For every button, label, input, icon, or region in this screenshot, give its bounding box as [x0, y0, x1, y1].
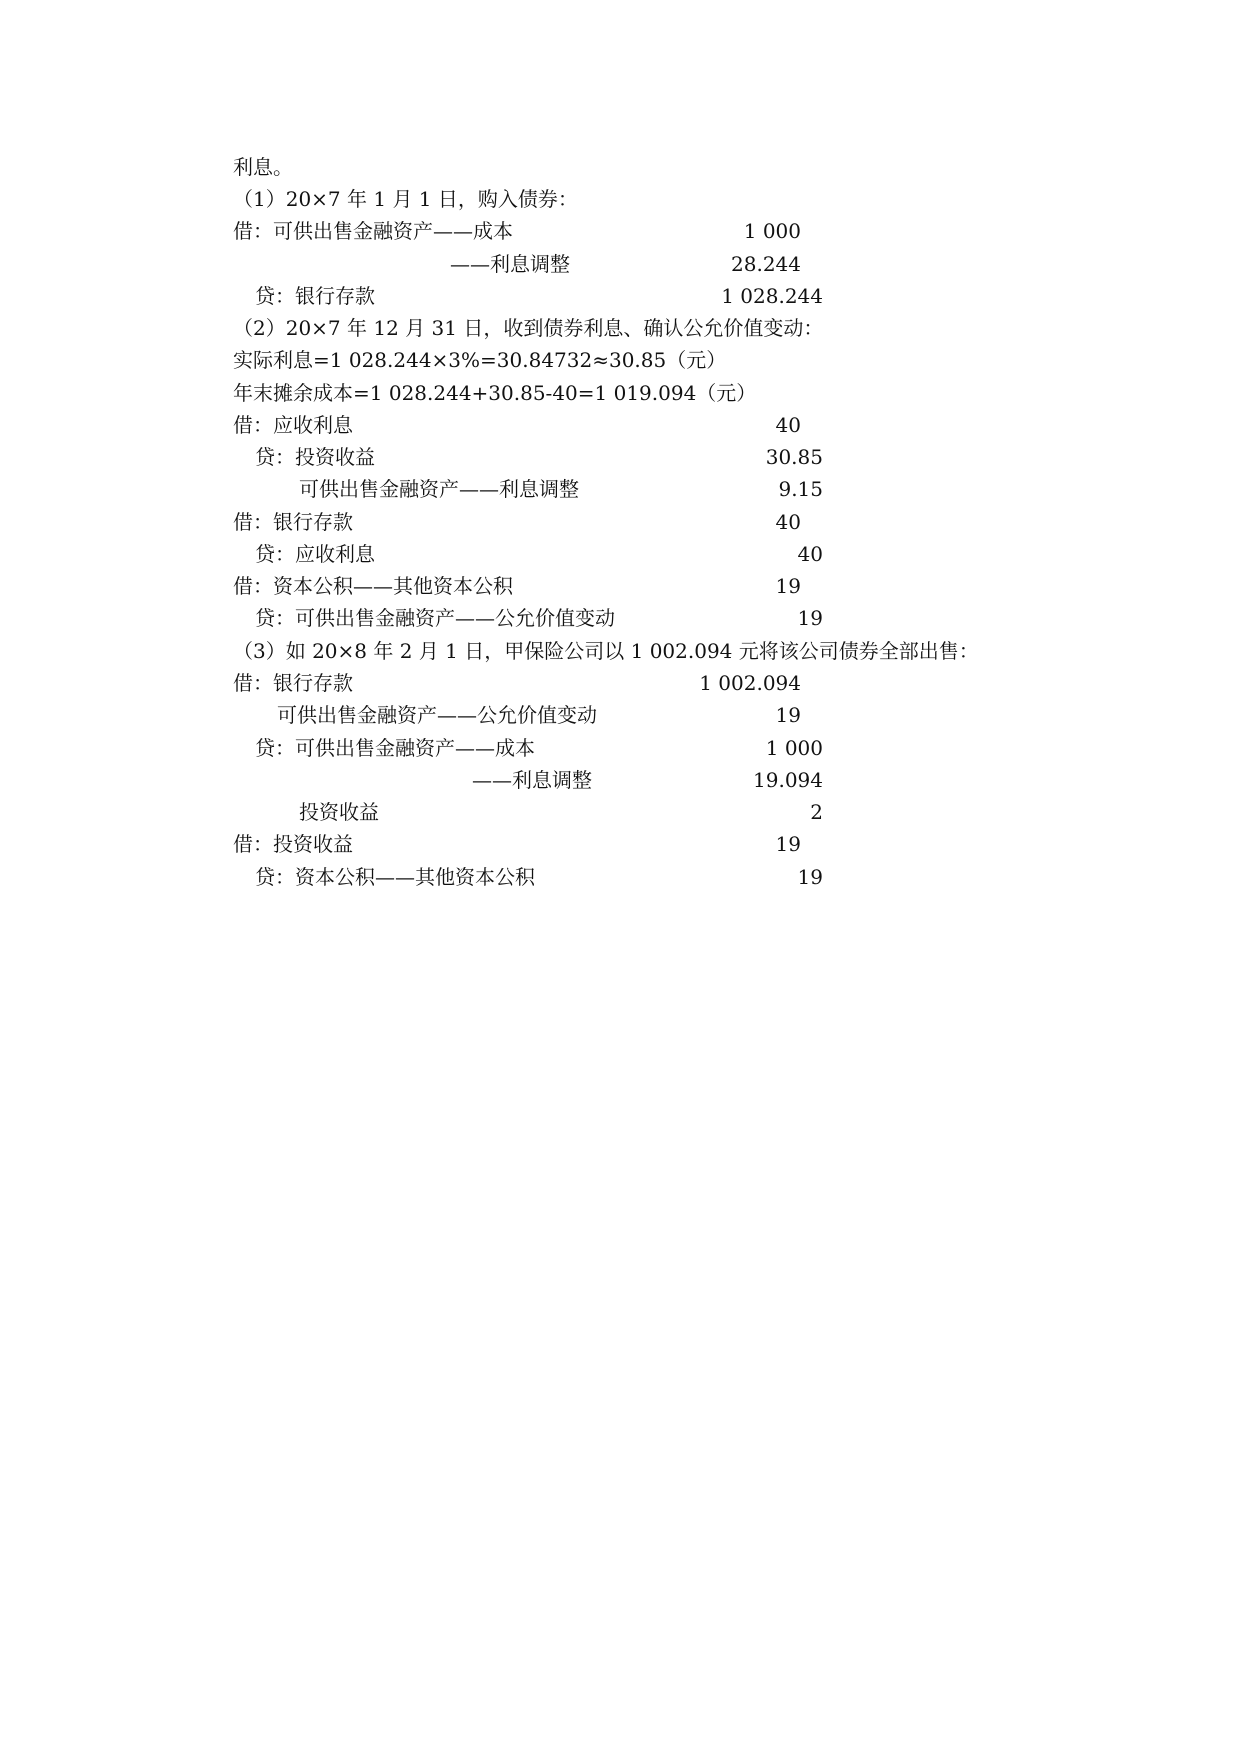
- entry-account: 投资收益: [299, 800, 379, 824]
- entry-account: ——利息调整: [472, 768, 592, 792]
- text-line: （2）20×7 年 12 月 31 日，收到债券利息、确认公允价值变动：: [233, 316, 824, 340]
- entry-amount: 19: [775, 703, 801, 727]
- entry-amount: 2: [810, 800, 823, 824]
- entry-amount: 19: [775, 832, 801, 856]
- text-line: （3）如 20×8 年 2 月 1 日，甲保险公司以 1 002.094 元将该公司债券全部出售：: [233, 639, 979, 663]
- text-line: 年末摊余成本=1 028.244+30.85-40=1 019.094（元）: [233, 381, 757, 405]
- entry-amount: 40: [775, 413, 801, 437]
- entry-amount: 1 000: [743, 219, 801, 243]
- entry-account: 借：资本公积——其他资本公积: [233, 574, 513, 598]
- entry-amount: 19: [797, 865, 823, 889]
- entry-account: 贷：资本公积——其他资本公积: [255, 865, 535, 889]
- entry-account: 贷：应收利息: [255, 542, 375, 566]
- entry-account: 贷：银行存款: [255, 284, 375, 308]
- entry-account: 借：可供出售金融资产——成本: [233, 219, 513, 243]
- entry-account: 可供出售金融资产——利息调整: [299, 477, 579, 501]
- entry-amount: 9.15: [778, 477, 823, 501]
- entry-account: 借：应收利息: [233, 413, 353, 437]
- text-line: （1）20×7 年 1 月 1 日，购入债券：: [233, 187, 578, 211]
- entry-account: 贷：可供出售金融资产——成本: [255, 736, 535, 760]
- entry-amount: 19: [797, 606, 823, 630]
- entry-amount: 19: [775, 574, 801, 598]
- entry-account: 借：投资收益: [233, 832, 353, 856]
- entry-amount: 30.85: [765, 445, 823, 469]
- entry-account: 贷：投资收益: [255, 445, 375, 469]
- entry-amount: 28.244: [731, 252, 801, 276]
- entry-account: 借：银行存款: [233, 671, 353, 695]
- entry-amount: 19.094: [753, 768, 823, 792]
- text-line: 利息。: [233, 155, 293, 179]
- text-line: 实际利息=1 028.244×3%=30.84732≈30.85（元）: [233, 348, 727, 372]
- entry-amount: 40: [775, 510, 801, 534]
- entry-amount: 40: [797, 542, 823, 566]
- entry-amount: 1 000: [765, 736, 823, 760]
- entry-amount: 1 028.244: [721, 284, 823, 308]
- entry-amount: 1 002.094: [699, 671, 801, 695]
- entry-account: 可供出售金融资产——公允价值变动: [277, 703, 597, 727]
- entry-account: ——利息调整: [450, 252, 570, 276]
- entry-account: 借：银行存款: [233, 510, 353, 534]
- entry-account: 贷：可供出售金融资产——公允价值变动: [255, 606, 615, 630]
